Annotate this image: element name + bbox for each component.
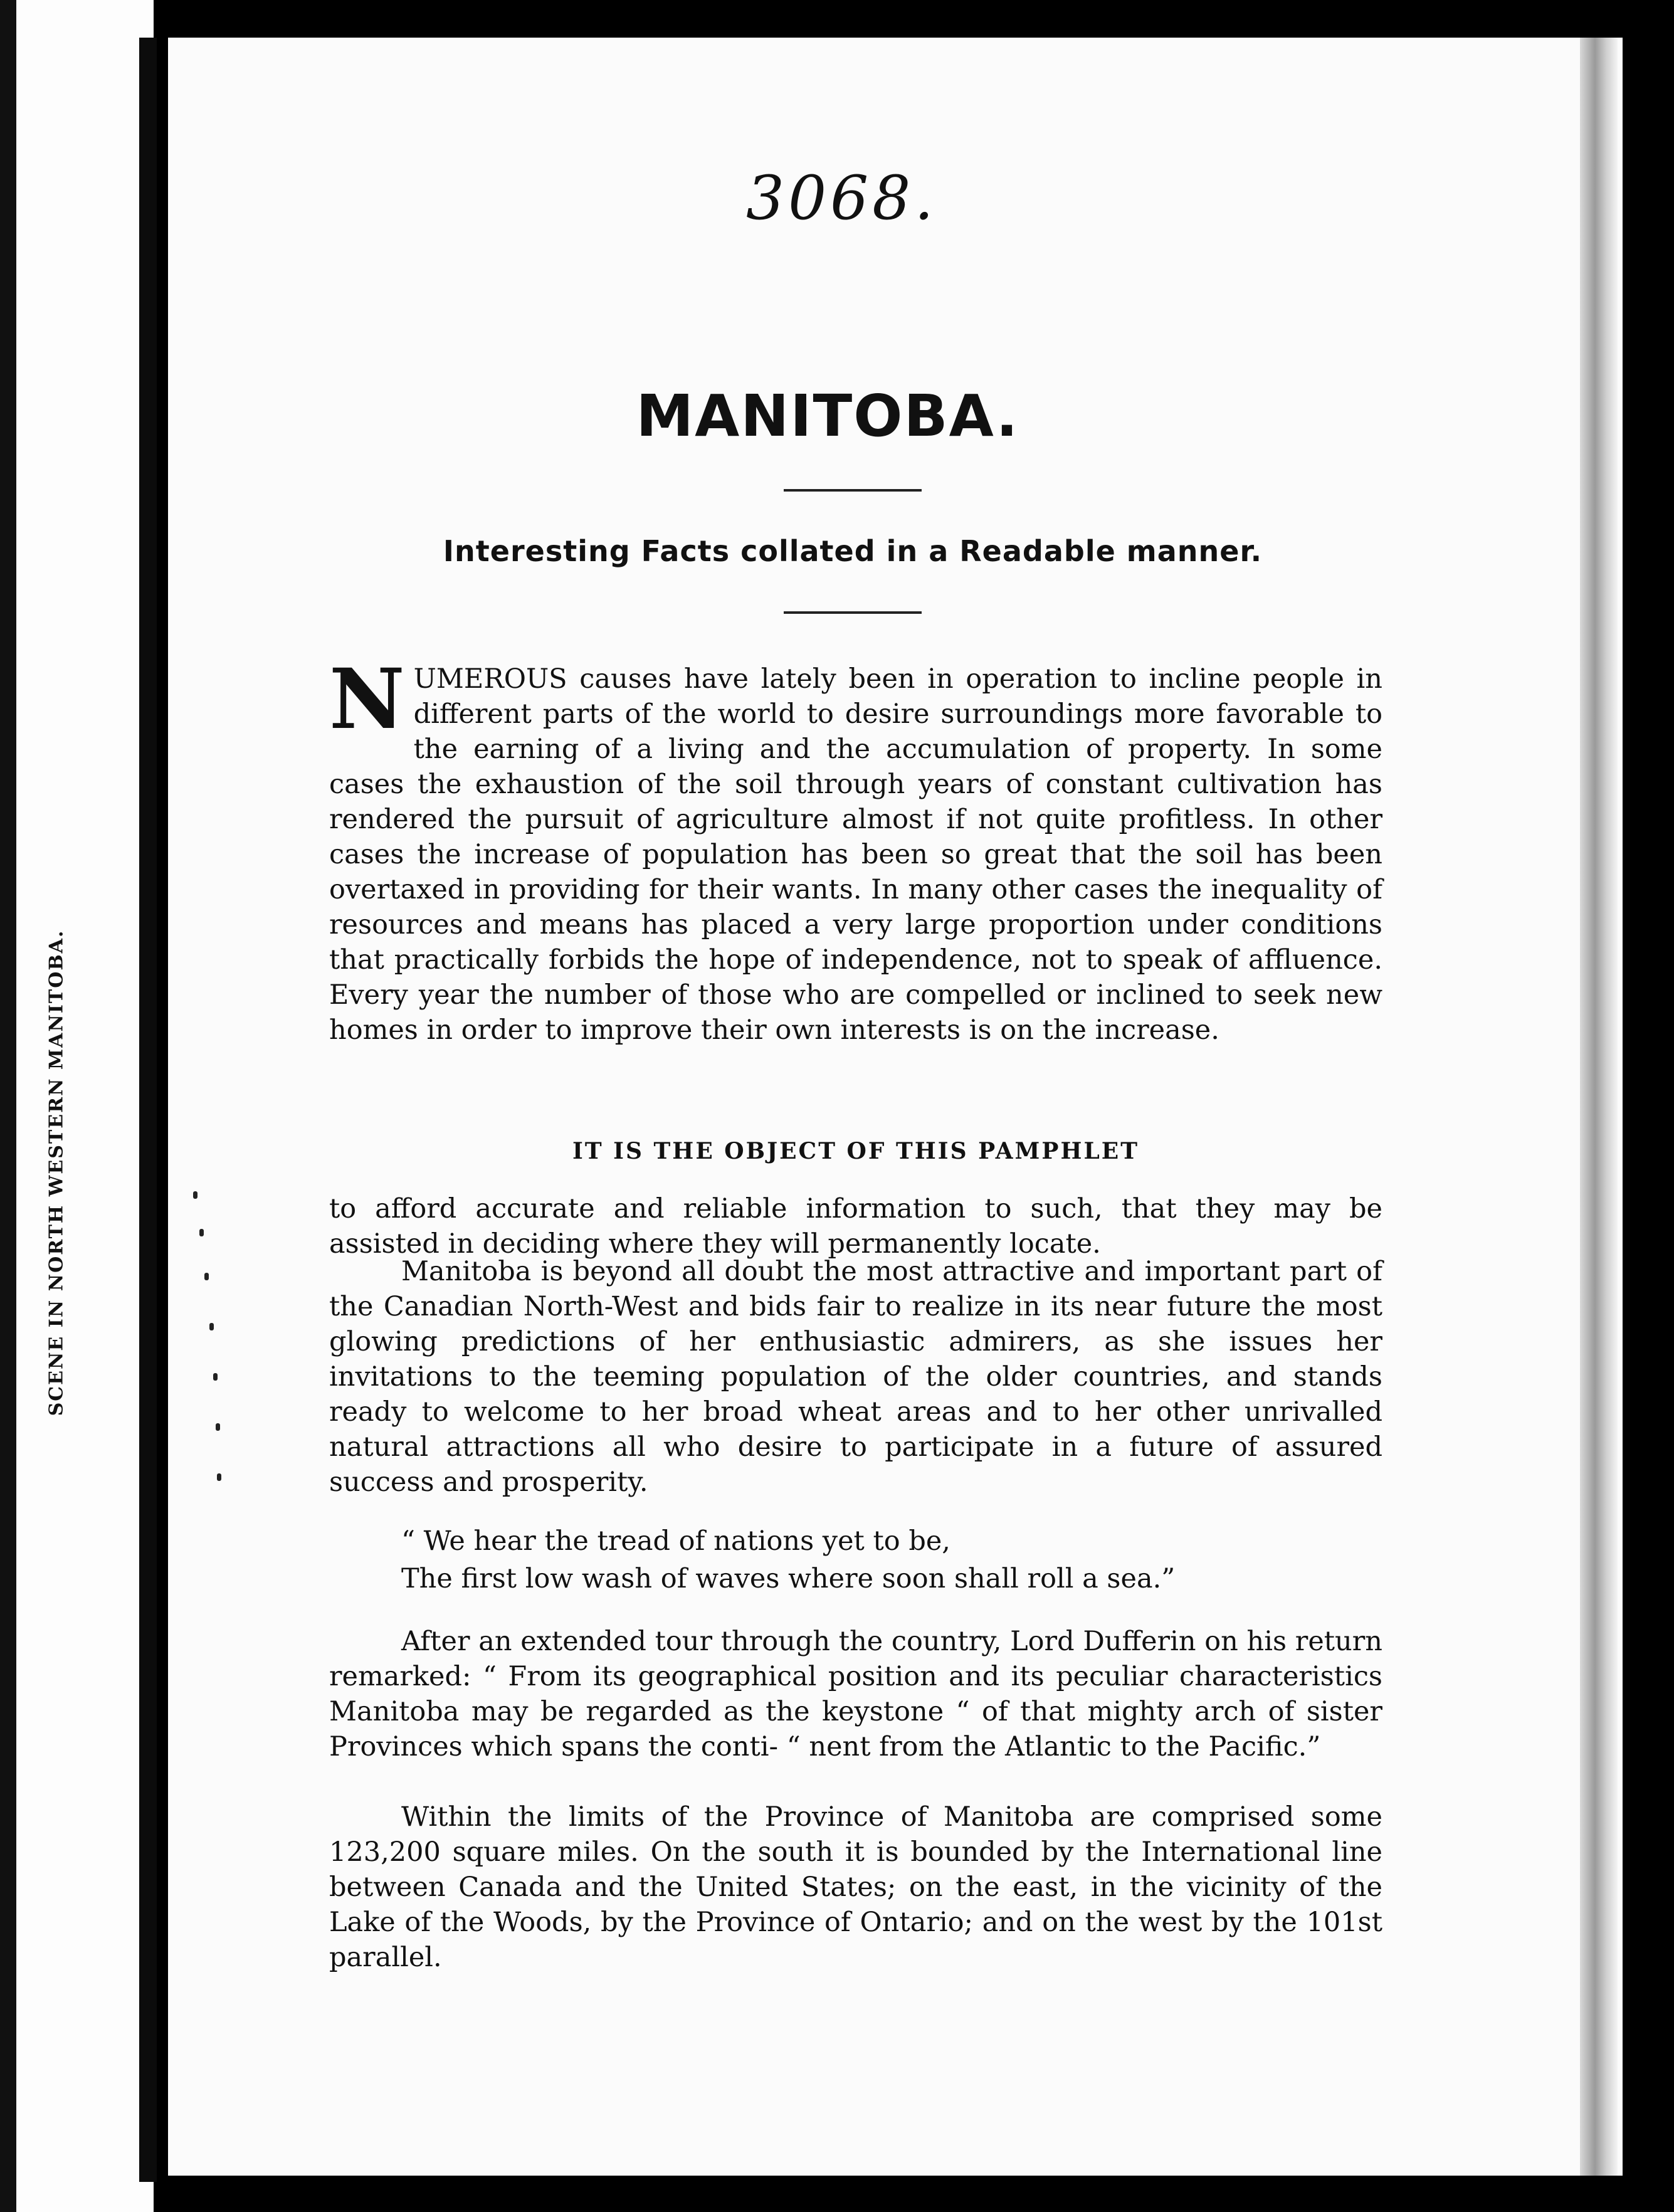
margin-speck — [216, 1423, 220, 1431]
facing-page-strip — [0, 0, 154, 2212]
paragraph-dufferin: After an extended tour through the country, Lord Dufferin on his return remarked: “ From its geographical position and its peculiar characteristics Manitoba may be regarded as the keystone “ of that mighty arch of sister Provinces which spans the conti- “ nent from the Atlantic to the Pacific.” — [329, 1626, 1382, 1762]
margin-speck — [199, 1229, 204, 1236]
section-heading: IT IS THE OBJECT OF THIS PAMPHLET — [572, 1138, 1140, 1164]
title-divider — [784, 489, 922, 492]
quote-line-1: “ We hear the tread of nations yet to be, — [401, 1525, 950, 1557]
quote-line-2: The first low wash of waves where soon shall roll a sea.” — [401, 1563, 1176, 1594]
binding-edge — [0, 0, 16, 2212]
margin-speck — [217, 1473, 221, 1481]
paragraph-intro — [329, 651, 1382, 1048]
margin-speck — [209, 1323, 214, 1330]
margin-speck — [193, 1191, 197, 1199]
paragraph-intro-text: UMEROUS causes have lately been in operation to incline people in different parts of the world to desire surroundings more favorable to the earning of a living and the accumulation of property. In some cases the exhaustion of the soil through years of constant cultivation has rendered the pursuit of agriculture almost if not quite profitless. In other cases the increase of population has been so great that the soil has been overtaxed in providing for their wants. In many other cases the inequality of resources and means has placed a very large proportion under conditions that practically forbids the hope of independence, not to speak of affluence. Every year the number of those who are compelled or inclined to seek new homes in order to improve their own interests is on the increase. — [329, 663, 1382, 1046]
page-edge — [1580, 38, 1618, 2207]
drop-cap: N — [329, 651, 405, 748]
facing-page-caption — [38, 890, 75, 1455]
paragraph-boundaries: Within the limits of the Province of Manitoba are comprised some 123,200 square miles. On the south it is bounded by the International line between Canada and the United States; on the east, in the vicinity of the Lake of the Woods, by the Province of Ontario; and on the west by the 101st parallel. — [329, 1801, 1382, 1973]
subtitle-divider — [784, 611, 922, 614]
page-subtitle: Interesting Facts collated in a Readable manner. — [443, 534, 1263, 568]
book-spine-shadow — [139, 38, 157, 2182]
scan-border-bottom — [168, 2176, 1623, 2212]
page-title: MANITOBA. — [636, 382, 1019, 450]
facing-page-caption-text: SCENE IN NORTH WESTERN MANITOBA. — [45, 929, 68, 1416]
catalog-number-handwritten: 3068. — [746, 163, 937, 233]
margin-speck — [204, 1273, 209, 1280]
paragraph-purpose: to afford accurate and reliable information to such, that they may be assisted in deciding where they will permanently locate. — [329, 1193, 1382, 1260]
margin-speck — [213, 1373, 218, 1381]
paragraph-manitoba-attractions: Manitoba is beyond all doubt the most attractive and important part of the Canadian North-West and bids fair to realize in its near future the most glowing predictions of her enthusiastic admirers, as she issues her invitations to the teeming population of the older countries, and stands ready to welcome to her broad wheat areas and to her other unrivalled natural attractions all who desire to participate in a future of assured success and prosperity. — [329, 1256, 1382, 1498]
